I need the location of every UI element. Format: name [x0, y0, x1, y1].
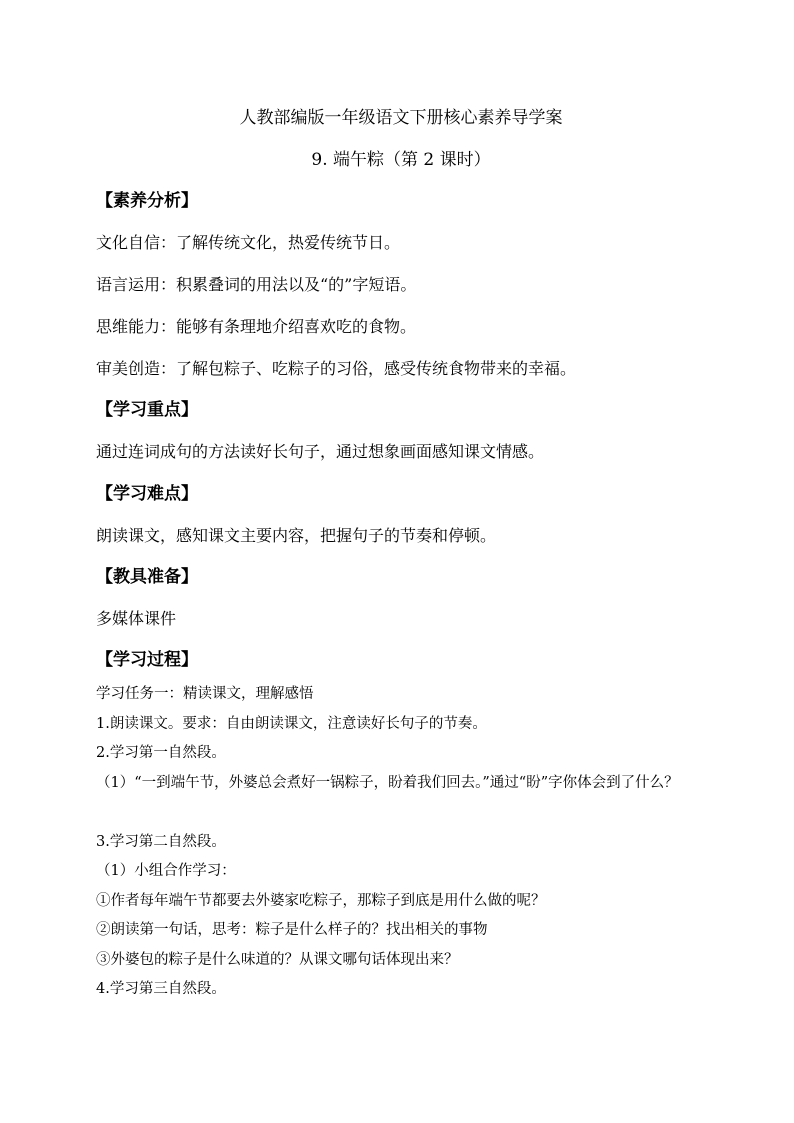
process-step-4: 4.学习第三自然段。	[96, 981, 226, 997]
process-content	[96, 681, 706, 1006]
literacy-item-thinking: 思维能力：能够有条理地介绍喜欢吃的食物。	[96, 317, 417, 336]
literacy-item-aesthetics: 审美创造：了解包粽子、吃粽子的习俗，感受传统食物带来的幸福。	[96, 359, 577, 378]
process-step-2: 2.学习第一自然段。	[96, 745, 226, 761]
document-title: 人教部编版一年级语文下册核心素养导学案	[239, 108, 563, 128]
key-points-text: 通过连词成句的方法读好长句子，通过想象画面感知课文情感。	[96, 442, 545, 461]
process-heading: 【学习过程】	[96, 650, 198, 670]
difficulties-heading: 【学习难点】	[96, 484, 198, 504]
key-points-heading: 【学习重点】	[96, 400, 198, 420]
process-step-3: 3.学习第二自然段。	[96, 833, 226, 850]
process-step-2-question: （1）“一到端午节，外婆总会煮好一锅粽子，盼着我们回去。”通过“盼”字你体会到了什么？	[96, 774, 679, 791]
literacy-item-language: 语言运用：积累叠词的用法以及“的”字短语。	[96, 275, 417, 294]
materials-text: 多媒体课件	[96, 609, 177, 628]
process-step-1: 1.朗读课文。要求：自由朗读课文，注意读好长句子的节奏。	[96, 715, 487, 732]
literacy-item-culture: 文化自信：了解传统文化，热爱传统节日。	[96, 233, 401, 252]
materials-heading: 【教具准备】	[96, 567, 198, 587]
literacy-analysis-heading: 【素养分析】	[96, 191, 198, 211]
process-step-3-q1: ①作者每年端午节都要去外婆家吃粽子，那粽子到底是用什么做的呢？	[96, 892, 546, 909]
lesson-subtitle: 9. 端午粽（第 2 课时）	[311, 150, 491, 170]
process-task-1: 学习任务一：精读课文，理解感悟	[96, 686, 314, 702]
process-step-3-group: （1）小组合作学习：	[96, 863, 236, 879]
process-step-3-q3: ③外婆包的粽子是什么味道的？从课文哪句话体现出来？	[96, 951, 459, 968]
process-step-3-q2: ②朗读第一句话，思考：粽子是什么样子的？找出相关的事物	[96, 922, 488, 938]
difficulties-text: 朗读课文，感知课文主要内容，把握句子的节奏和停顿。	[96, 526, 497, 545]
